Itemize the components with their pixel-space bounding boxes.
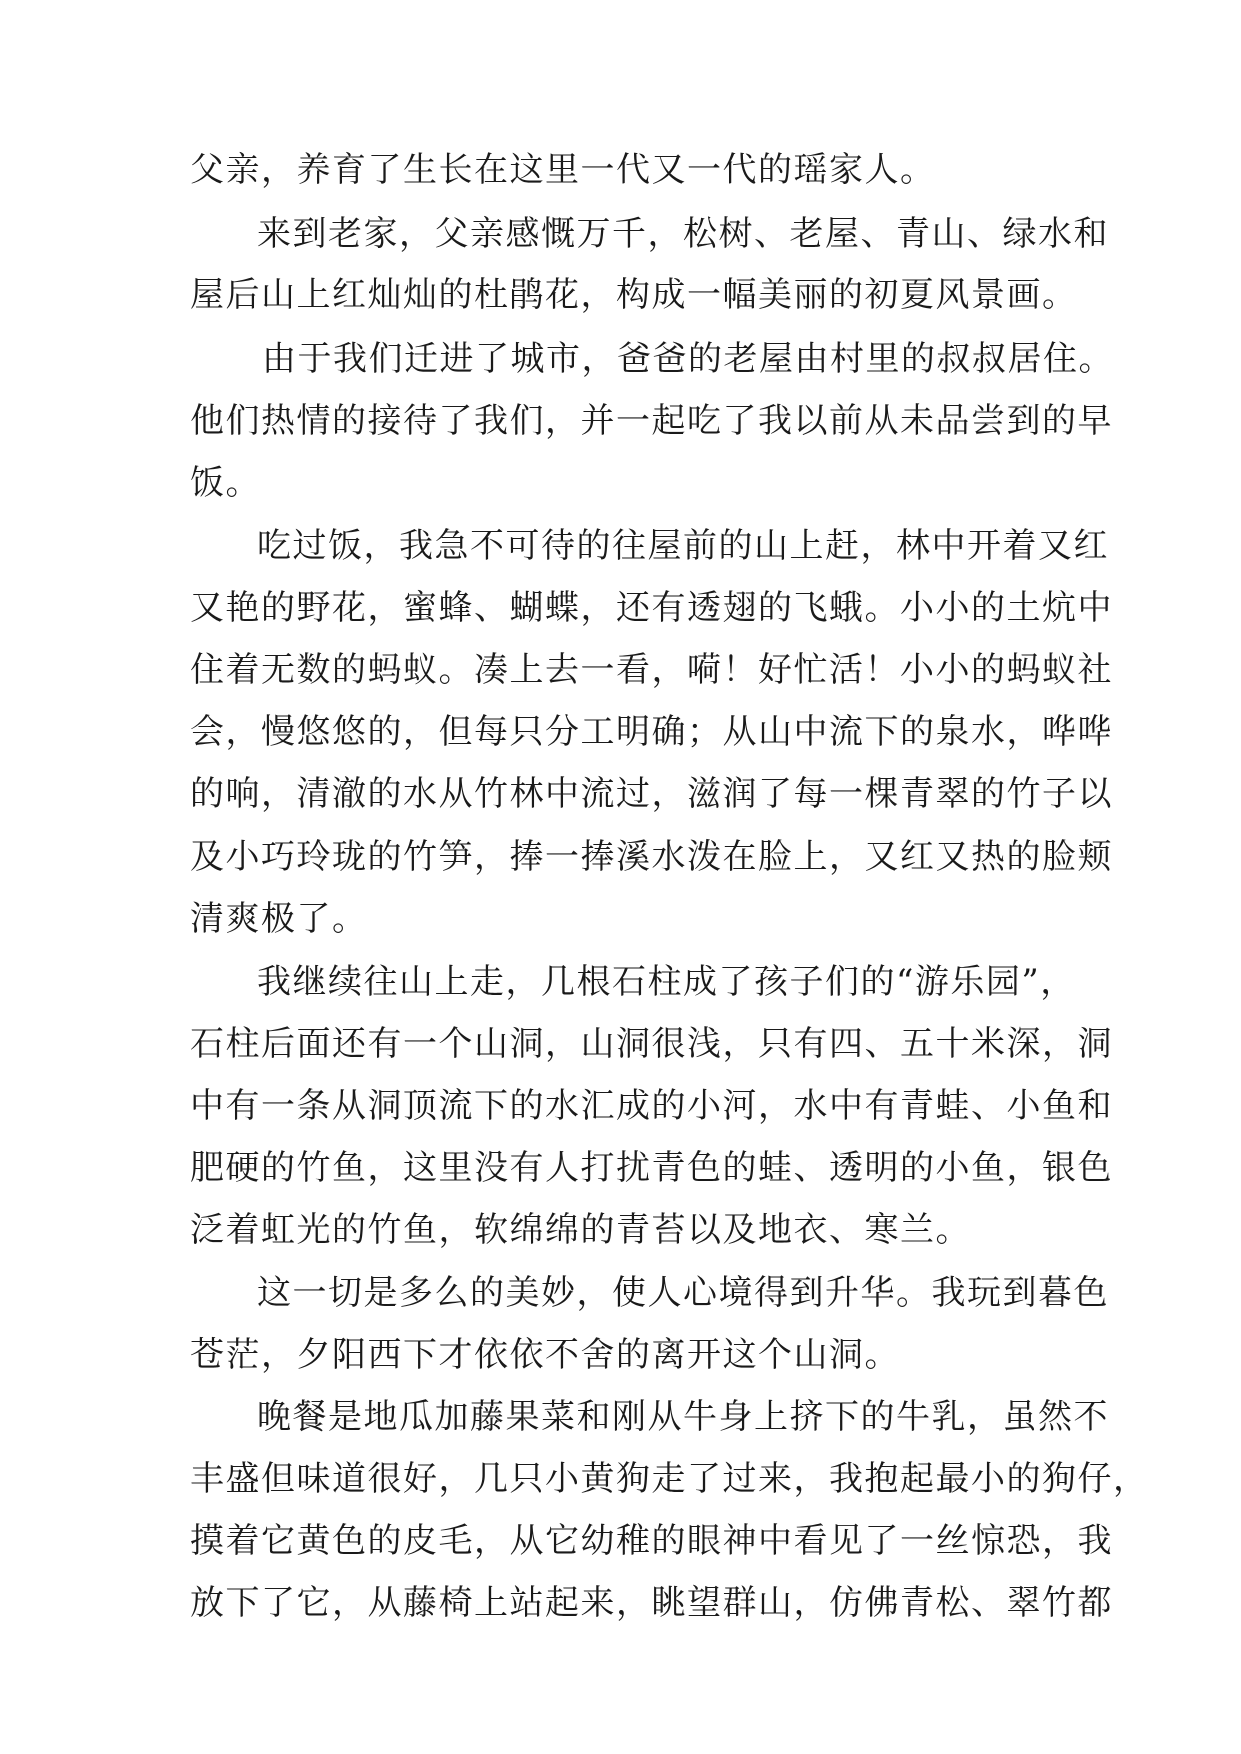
text-line: 苍茫，夕阳西下才依依不舍的离开这个山洞。 (190, 1335, 900, 1375)
text-line: 摸着它黄色的皮毛，从它幼稚的眼神中看见了一丝惊恐，我 (190, 1521, 1113, 1561)
text-line: 我继续往山上走，几根石柱成了孩子们的“游乐园”， (257, 962, 1076, 1002)
text-line: 他们热情的接待了我们，并一起吃了我以前从未品尝到的早 (190, 401, 1113, 441)
text-line: 这一切是多么的美妙，使人心境得到升华。我玩到暮色 (257, 1273, 1109, 1313)
text-line: 饭。 (190, 463, 261, 503)
text-line: 屋后山上红灿灿的杜鹃花，构成一幅美丽的初夏风景画。 (190, 275, 1078, 315)
text-line: 来到老家，父亲感慨万千，松树、老屋、青山、绿水和 (257, 214, 1109, 254)
text-line: 清爽极了。 (190, 899, 368, 939)
text-line: 丰盛但味道很好，几只小黄狗走了过来，我抱起最小的狗仔， (190, 1459, 1149, 1499)
text-line: 晚餐是地瓜加藤果菜和刚从牛身上挤下的牛乳，虽然不 (257, 1397, 1109, 1437)
text-line: 父亲，养育了生长在这里一代又一代的瑶家人。 (190, 150, 936, 190)
text-line: 吃过饭，我急不可待的往屋前的山上赶，林中开着又红 (257, 526, 1109, 566)
text-line: 泛着虹光的竹鱼，软绵绵的青苔以及地衣、寒兰。 (190, 1210, 971, 1250)
text-line: 由于我们迁进了城市，爸爸的老屋由村里的叔叔居住。 (262, 339, 1114, 379)
text-line: 中有一条从洞顶流下的水汇成的小河，水中有青蛙、小鱼和 (190, 1086, 1113, 1126)
text-line: 的响，清澈的水从竹林中流过，滋润了每一棵青翠的竹子以 (190, 774, 1113, 814)
text-line: 石柱后面还有一个山洞，山洞很浅，只有四、五十米深，洞 (190, 1024, 1113, 1064)
text-line: 及小巧玲珑的竹笋，捧一捧溪水泼在脸上，又红又热的脸颊 (190, 837, 1113, 877)
text-line: 住着无数的蚂蚁。凑上去一看，嗬！好忙活！小小的蚂蚁社 (190, 650, 1113, 690)
text-line: 会，慢悠悠的，但每只分工明确；从山中流下的泉水，哗哗 (190, 712, 1113, 752)
text-line: 放下了它，从藤椅上站起来，眺望群山，仿佛青松、翠竹都 (190, 1583, 1113, 1623)
text-line: 又艳的野花，蜜蜂、蝴蝶，还有透翅的飞蛾。小小的土炕中 (190, 588, 1113, 628)
text-line: 肥硬的竹鱼，这里没有人打扰青色的蛙、透明的小鱼，银色 (190, 1148, 1113, 1188)
